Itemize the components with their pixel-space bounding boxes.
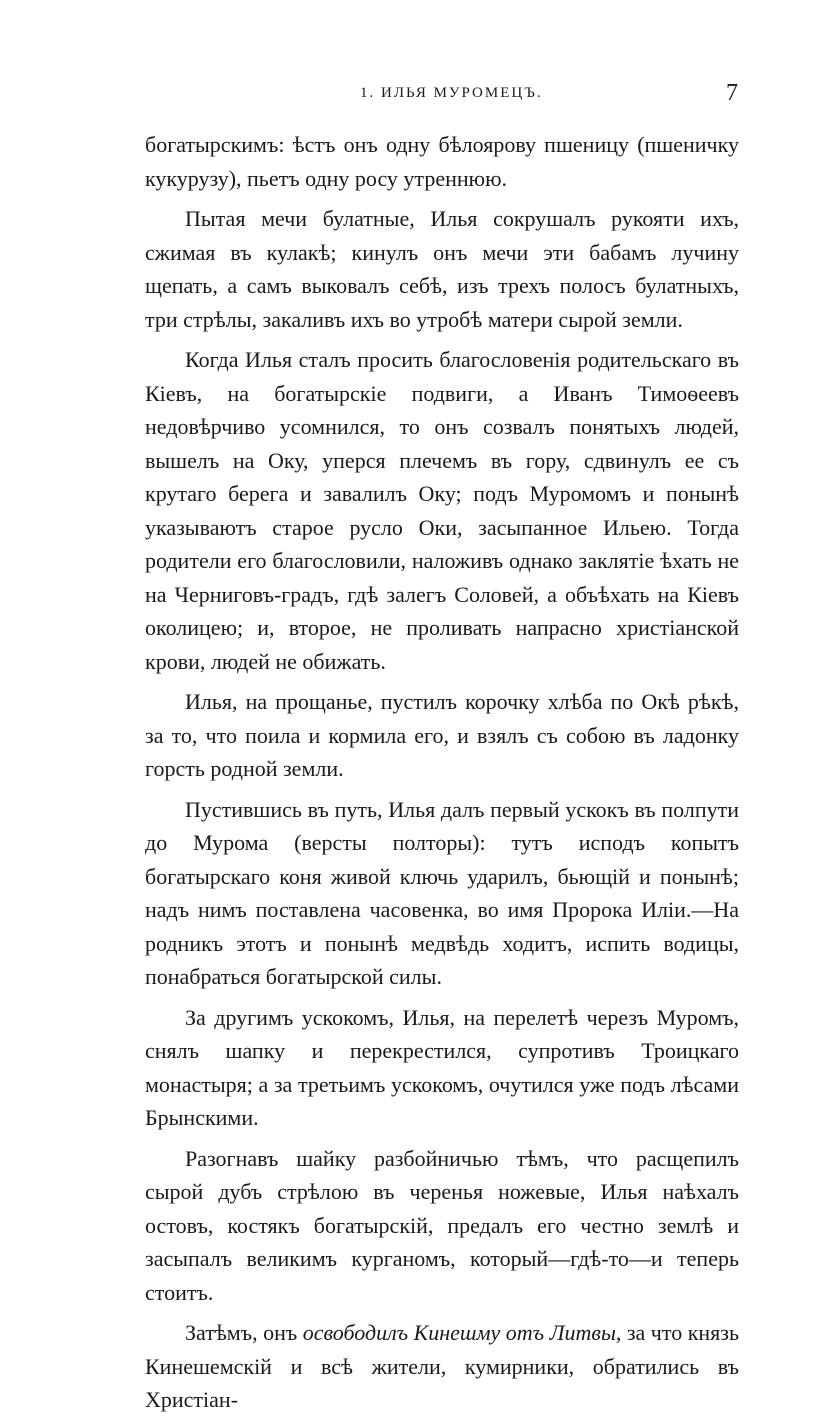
paragraph-3: Когда Илья сталъ просить благословенія родительскаго въ Кіевъ, на богатырскіе подвиги, а Иванъ Тимоѳеевъ недовѣрчиво усомнился, то онъ созвалъ понятыхъ людей, вышелъ на Оку, уперся плечемъ въ гору, сдвинулъ ее съ крутаго берега и завалилъ Оку; подъ Муромомъ и понынѣ указываютъ старое русло Оки, засыпанное Ильею. Тогда родители его благословили, наложивъ однако заклятіе ѣхать не на Черниговъ-градъ, гдѣ залегъ Соловей, а объѣхать на Кіевъ околицею; и, второе, не проливать напрасно христіанской крови, людей не обижать.	[145, 347, 739, 674]
paragraph-8-tail: за что князь Кинешемскій и всѣ жители, кумирники, обратились въ Христіан-	[145, 1320, 739, 1412]
page-number: 7	[726, 80, 738, 106]
paragraph-8-italic-phrase: освободилъ Кинешму отъ Литвы,	[302, 1320, 622, 1345]
paragraph-8	[145, 1316, 739, 1417]
paragraph-8-lead: Затѣмъ, онъ	[185, 1320, 303, 1345]
running-head: 1. ИЛЬЯ МУРОМЕЦЪ.	[360, 85, 543, 101]
paragraph-1: богатырскимъ: ѣстъ онъ одну бѣлоярову пшеницу (пшеничку кукурузу), пьетъ одну росу утреннюю.	[145, 132, 739, 191]
paragraph-5: Пустившись въ путь, Илья далъ первый ускокъ въ полпути до Мурома (версты полторы): тутъ исподъ копытъ богатырскаго коня живой ключь ударилъ, бьющій и понынѣ; надъ нимъ поставлена часовенка, во имя Пророка Иліи.—На родникъ этотъ и понынѣ медвѣдь ходитъ, испить водицы, понабраться богатырской силы.	[145, 796, 739, 989]
paragraph-2: Пытая мечи булатные, Илья сокрушалъ рукояти ихъ, сжимая въ кулакѣ; кинулъ онъ мечи эти бабамъ лучину щепать, а самъ выковалъ себѣ, изъ трехъ полосъ булатныхъ, три стрѣлы, закаливъ ихъ во утробѣ матери сырой земли.	[145, 206, 739, 332]
paragraph-6: За другимъ ускокомъ, Илья, на перелетѣ черезъ Муромъ, снялъ шапку и перекрестился, супротивъ Троицкаго монастыря; а за третьимъ ускокомъ, очутился уже подъ лѣсами Брынскими.	[145, 1004, 739, 1130]
paragraph-7: Разогнавъ шайку разбойничью тѣмъ, что расщепилъ сырой дубъ стрѣлою въ черенья ножевые, Илья наѣхалъ остовъ, костякъ богатырскій, предалъ его честно землѣ и засыпалъ великимъ курганомъ, который—гдѣ-то—и теперь стоитъ.	[145, 1145, 739, 1305]
body-text	[145, 128, 739, 1417]
paragraph-4: Илья, на прощанье, пустилъ корочку хлѣба по Окѣ рѣкѣ, за то, что поила и кормила его, и взялъ съ собою въ ладонку горсть родной земли.	[145, 689, 739, 781]
